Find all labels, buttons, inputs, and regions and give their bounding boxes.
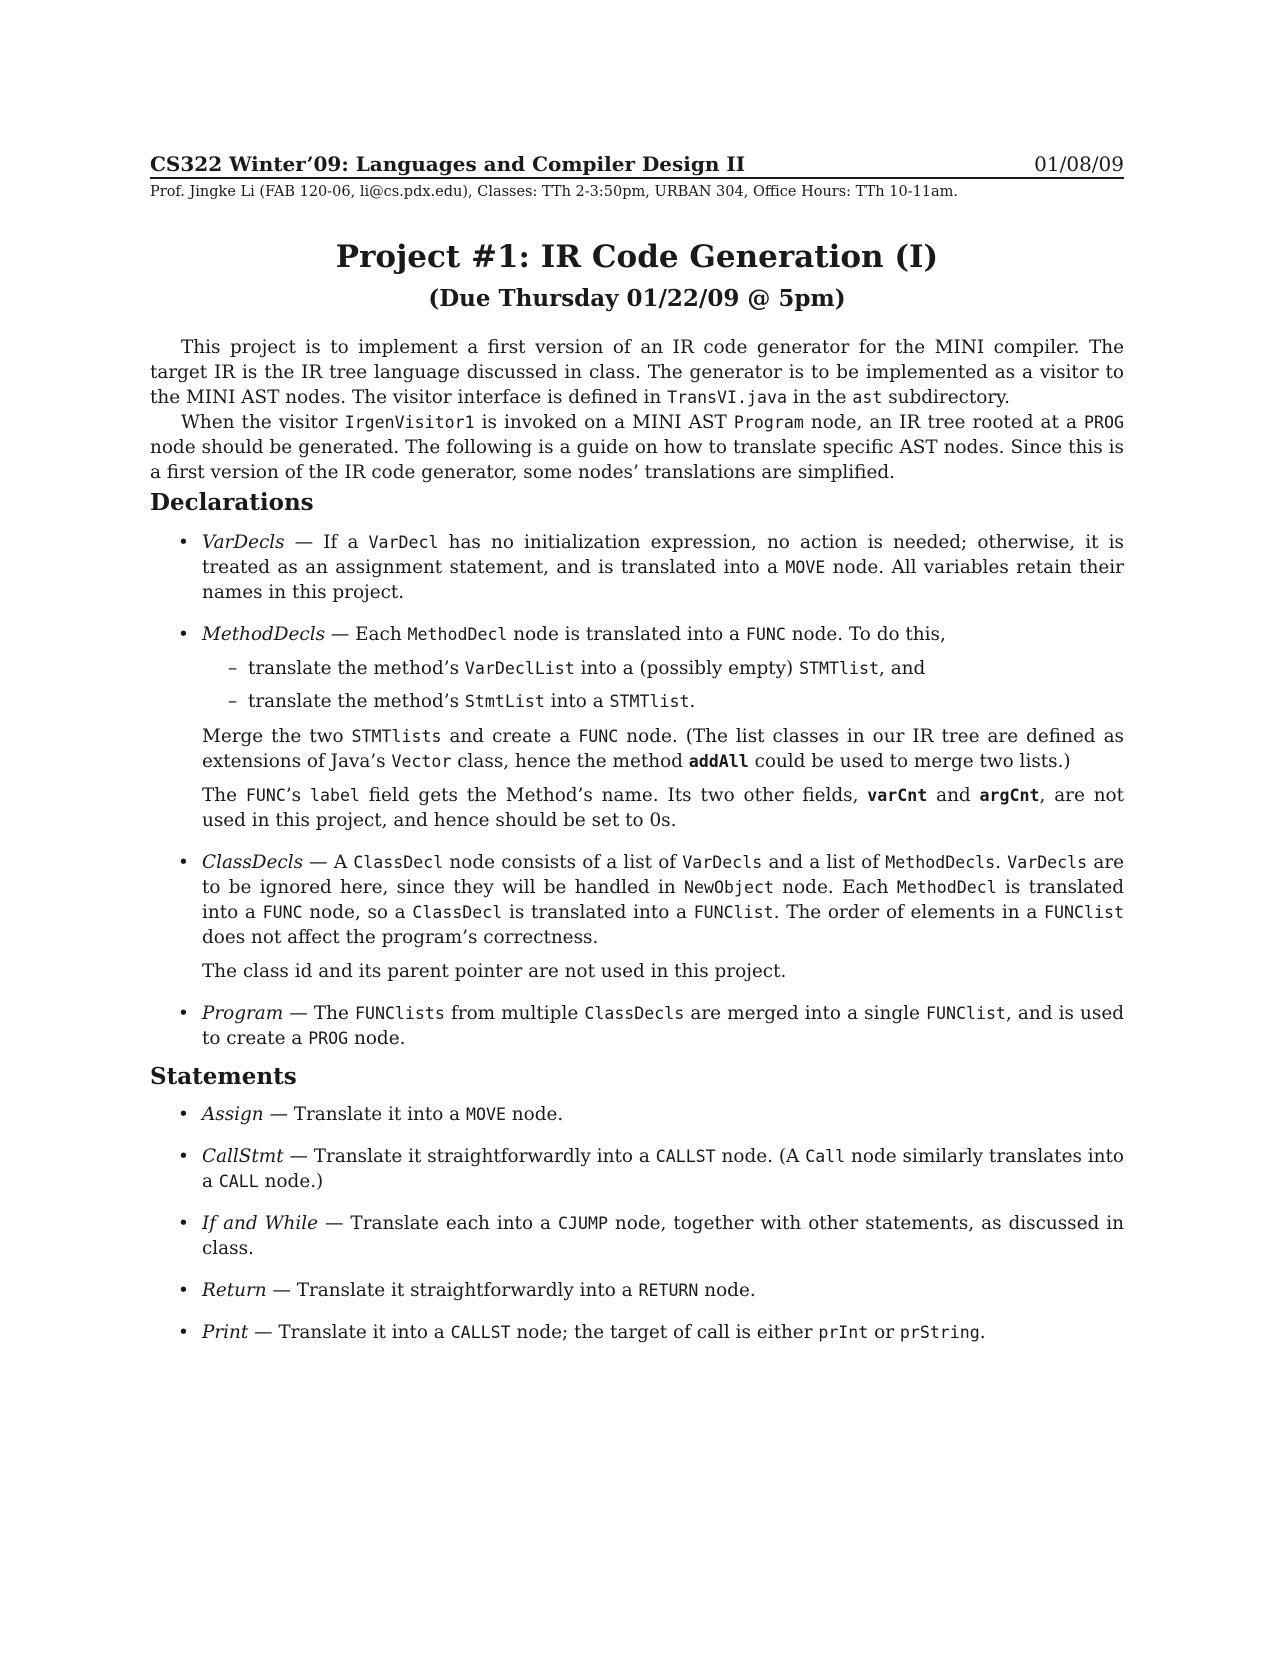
code: label xyxy=(309,786,360,805)
term: Print xyxy=(202,1322,249,1343)
code: MOVE xyxy=(785,558,826,577)
text: node is translated into a xyxy=(507,624,746,645)
code: MOVE xyxy=(465,1105,506,1124)
code: FUNClists xyxy=(354,1004,445,1023)
code: ClassDecl xyxy=(353,853,444,872)
text: — If a xyxy=(284,532,369,553)
text: node consists of a list of xyxy=(443,852,683,873)
text: This project is to implement a first version of an IR code generator for the MINI compiler. The target IR is the IR tree language discussed in class. The generator is to be implemented as a visitor to the MINI AST nodes. The visitor interface is defined in xyxy=(150,337,1124,408)
term: Program xyxy=(202,1003,284,1024)
term: ClassDecls xyxy=(202,852,304,873)
code: MethodDecl xyxy=(896,878,997,897)
code: STMTlist xyxy=(609,692,690,711)
bullet-icon: • xyxy=(178,1322,189,1343)
code: FUNC xyxy=(578,727,619,746)
term: Return xyxy=(202,1280,267,1301)
list-item-assign xyxy=(150,1102,1124,1127)
text: is translated into a xyxy=(202,877,1124,923)
header-date: 01/08/09 xyxy=(1034,152,1124,176)
text: node. (A xyxy=(715,1146,806,1167)
project-title: Project #1: IR Code Generation (I) xyxy=(335,239,939,275)
label-paragraph xyxy=(202,783,1124,833)
code: FUNC xyxy=(262,903,303,922)
list-item-text xyxy=(202,1001,1124,1051)
text: does not affect the program’s correctness. xyxy=(202,927,599,948)
text: node similarly translates into a xyxy=(202,1146,1124,1192)
text: and xyxy=(927,785,980,806)
text: are to be ignored here, since they will be handled in xyxy=(202,852,1124,898)
list-item-text xyxy=(202,1144,1124,1194)
list-item-classdecls xyxy=(150,850,1124,984)
dash-icon: – xyxy=(228,691,238,712)
text: node. To do this, xyxy=(785,624,946,645)
text: and create a xyxy=(441,726,579,747)
term: If and While xyxy=(202,1213,319,1234)
code: addAll xyxy=(688,752,749,771)
list-item-text xyxy=(202,1278,1124,1303)
text: or xyxy=(868,1322,900,1343)
code: StmtList xyxy=(464,692,545,711)
bullet-icon: • xyxy=(178,1280,189,1301)
term: VarDecls xyxy=(202,532,285,553)
text: — A xyxy=(303,852,354,873)
list-item-print xyxy=(150,1320,1124,1345)
code: PROG xyxy=(1084,413,1124,432)
code: ClassDecls xyxy=(584,1004,685,1023)
code: FUNC xyxy=(245,786,286,805)
text: class, hence the method xyxy=(451,751,689,772)
code: VarDeclList xyxy=(464,659,575,678)
text: node. (The list classes in our IR tree are defined as extensions of Java’s xyxy=(202,726,1124,772)
text: could be used to merge two lists.) xyxy=(748,751,1071,772)
intro-paragraph-2 xyxy=(150,410,1124,485)
intro-paragraph-1 xyxy=(150,335,1124,410)
text: from multiple xyxy=(444,1003,585,1024)
bullet-icon: • xyxy=(178,1003,189,1024)
code: VarDecl xyxy=(368,533,439,552)
class-note: The class id and its parent pointer are not used in this project. xyxy=(202,961,787,982)
text: node should be generated. The following is a guide on how to translate specific AST nodes. Since this is a first version of the IR code generator, some nodes’ translations are simplified. xyxy=(150,437,1124,483)
code: PROG xyxy=(308,1029,349,1048)
sub-list xyxy=(202,656,1124,714)
text: . The order of elements in a xyxy=(773,902,1045,923)
code: prInt xyxy=(818,1323,869,1342)
code: TransVI.java xyxy=(667,388,787,407)
text: — Translate it straightforwardly into a xyxy=(283,1146,656,1167)
code: CJUMP xyxy=(557,1214,608,1233)
list-item-text xyxy=(202,622,1124,647)
code: Call xyxy=(805,1147,846,1166)
course-title: CS322 Winter’09: Languages and Compiler Design II xyxy=(150,152,746,176)
text: are merged into a single xyxy=(684,1003,926,1024)
text: translate the method’s xyxy=(248,691,465,712)
text: . xyxy=(689,691,696,712)
code: MethodDecl xyxy=(407,625,508,644)
text: node; the target of call is either xyxy=(510,1322,819,1343)
code: ClassDecl xyxy=(412,903,503,922)
bullet-icon: • xyxy=(178,852,189,873)
text: node.) xyxy=(258,1171,324,1192)
term: CallStmt xyxy=(202,1146,284,1167)
text: — Translate it into a xyxy=(263,1104,466,1125)
text: — Translate it straightforwardly into a xyxy=(266,1280,639,1301)
code: FUNClist xyxy=(926,1004,1006,1023)
text: field gets the Method’s name. Its two other fields, xyxy=(359,785,868,806)
list-item-text xyxy=(202,1211,1124,1261)
term: MethodDecls xyxy=(202,624,326,645)
list-item-vardecls xyxy=(150,530,1124,605)
text: ’s xyxy=(285,785,310,806)
text: node, so a xyxy=(302,902,413,923)
code: ast xyxy=(852,388,883,407)
text: in the xyxy=(786,387,853,408)
text: — The xyxy=(283,1003,355,1024)
text: subdirectory. xyxy=(882,387,1010,408)
code: Program xyxy=(733,413,804,432)
text: is invoked on a MINI AST xyxy=(474,412,734,433)
header-rule xyxy=(150,177,1124,179)
text: , and is used to create a xyxy=(202,1003,1124,1049)
code: Vector xyxy=(391,752,452,771)
due-date: (Due Thursday 01/22/09 @ 5pm) xyxy=(428,285,846,312)
text: node, an IR tree rooted at a xyxy=(803,412,1085,433)
text: is translated into a xyxy=(502,902,694,923)
code: CALLST xyxy=(655,1147,716,1166)
text: — Translate it into a xyxy=(248,1322,451,1343)
text: node, together with other statements, as discussed in class. xyxy=(202,1213,1124,1259)
text: has no initialization expression, no action is needed; otherwise, it is treated as an assignment statement, and is translated into a xyxy=(202,532,1124,578)
code: NewObject xyxy=(684,878,774,897)
bullet-icon: • xyxy=(178,624,189,645)
bullet-icon: • xyxy=(178,1146,189,1167)
text: and a list of xyxy=(762,852,886,873)
list-item-return xyxy=(150,1278,1124,1303)
text: translate the method’s xyxy=(248,658,465,679)
list-item-text xyxy=(202,1102,1124,1127)
code: STMTlist xyxy=(799,659,879,678)
statements-list xyxy=(150,1102,1124,1362)
page-header xyxy=(150,150,1124,178)
sub-item-vardecllist xyxy=(202,656,1124,681)
text: . xyxy=(995,852,1008,873)
code: FUNC xyxy=(745,625,786,644)
code: IrgenVisitor1 xyxy=(344,413,475,432)
text: Merge the two xyxy=(202,726,352,747)
declarations-heading: Declarations xyxy=(150,489,314,516)
text: node. All variables retain their names in this project. xyxy=(202,557,1124,603)
text: The xyxy=(202,785,246,806)
code: RETURN xyxy=(638,1281,699,1300)
list-item-text xyxy=(202,530,1124,605)
code: STMTlists xyxy=(351,727,442,746)
code: argCnt xyxy=(979,786,1040,805)
instructor-info: Prof. Jingke Li (FAB 120-06, li@cs.pdx.edu), Classes: TTh 2-3:50pm, URBAN 304, Office Hours: TTh 10-11am. xyxy=(150,184,959,200)
code: FUNClist xyxy=(1044,903,1124,922)
text: into a (possibly empty) xyxy=(574,658,800,679)
code: CALL xyxy=(218,1172,259,1191)
merge-paragraph xyxy=(202,724,1124,774)
sub-item-stmtlist xyxy=(202,689,1124,714)
list-item-callstmt xyxy=(150,1144,1124,1194)
term: Assign xyxy=(202,1104,264,1125)
list-item-program xyxy=(150,1001,1124,1051)
dash-icon: – xyxy=(228,658,238,679)
text: , and xyxy=(879,658,926,679)
text: into a xyxy=(544,691,610,712)
bullet-icon: • xyxy=(178,532,189,553)
bullet-icon: • xyxy=(178,1213,189,1234)
statements-heading: Statements xyxy=(150,1063,297,1090)
intro-section xyxy=(150,335,1124,485)
text: When the visitor xyxy=(181,412,345,433)
text: node. xyxy=(698,1280,756,1301)
list-item-if-while xyxy=(150,1211,1124,1261)
text: , are not used in this project, and hence should be set to 0s. xyxy=(202,785,1124,831)
code: varCnt xyxy=(867,786,928,805)
text: node. xyxy=(505,1104,564,1125)
list-item-methoddecls xyxy=(150,622,1124,833)
code: MethodDecls xyxy=(885,853,996,872)
text: . xyxy=(979,1322,986,1343)
code: CALLST xyxy=(450,1323,511,1342)
code: FUNClist xyxy=(693,903,774,922)
text: — Each xyxy=(325,624,408,645)
code: prString xyxy=(899,1323,980,1342)
code: VarDecls xyxy=(682,853,763,872)
text: — Translate each into a xyxy=(318,1213,558,1234)
code: VarDecls xyxy=(1007,853,1088,872)
declarations-list xyxy=(150,530,1124,1068)
list-item-text xyxy=(202,850,1124,950)
bullet-icon: • xyxy=(178,1104,189,1125)
text: node. xyxy=(348,1028,406,1049)
text: node. Each xyxy=(773,877,897,898)
list-item-text xyxy=(202,1320,1124,1345)
